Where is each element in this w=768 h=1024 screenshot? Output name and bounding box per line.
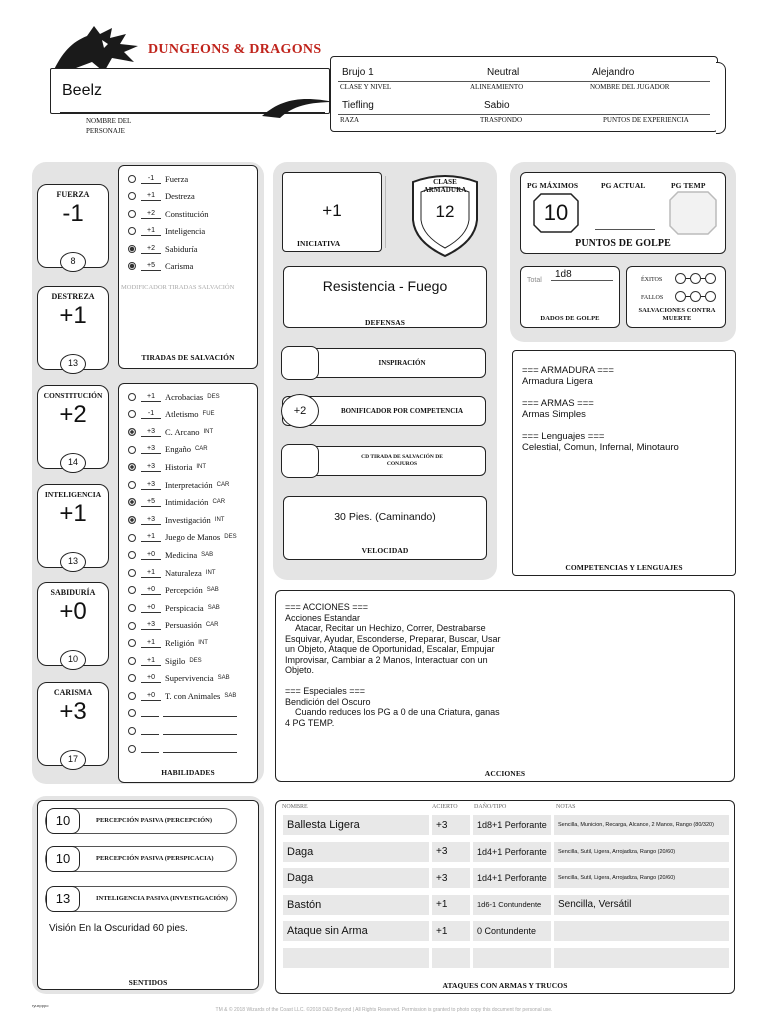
hp-temp-frame[interactable] [669,191,717,235]
saving-throw-row[interactable] [123,223,255,240]
attack-notes-cell[interactable]: Sencilla, Sutil, Ligera, Arrojadiza, Rango (20/60) [554,868,729,888]
skill-row[interactable] [123,441,255,458]
skill-value: +0 [141,585,161,595]
proficiencies-text[interactable]: === ARMADURA === Armadura Ligera === ARMAS === Armas Simples === Lenguajes === Celestial, Comun, Infernal, Minotauro [522,365,679,453]
saving-throw-row[interactable] [123,258,255,275]
skill-row[interactable] [123,582,255,599]
saving-throw-row[interactable] [123,240,255,257]
attack-damage-cell[interactable]: 1d6-1 Contundente [473,895,551,915]
skill-stat: CAR [205,622,219,629]
proficiency-checkbox[interactable] [128,586,136,594]
skills-title: HABILIDADES [161,768,215,777]
ability-score[interactable]: 10 [60,650,86,670]
ability-score[interactable]: 13 [60,552,86,572]
proficiency-checkbox[interactable] [128,551,136,559]
header-rule-1 [338,81,710,82]
saving-throw-value: +2 [141,209,161,219]
armor-class-label: CLASE ARMADURA [423,178,467,194]
speed-label: VELOCIDAD [361,546,409,555]
skill-row[interactable] [123,388,255,405]
ability-charisma [37,682,109,772]
skill-row[interactable] [123,423,255,440]
ability-intelligence [37,484,109,574]
passive-perception [45,808,237,834]
armor-class-value[interactable]: 12 [435,202,455,221]
race[interactable]: Tiefling [342,100,374,111]
hit-dice-box [520,266,620,328]
skill-stat: DES [224,534,237,541]
ability-modifier[interactable]: +1 [59,302,87,329]
death-failures-checkboxes[interactable] [675,291,716,302]
skill-blank-row[interactable] [123,704,255,721]
attacks-box [275,800,735,994]
hp-title: PUNTOS DE GOLPE [575,238,671,249]
ability-constitution [37,385,109,475]
background[interactable]: Sabio [484,100,510,111]
skill-name: Percepción [165,585,203,596]
senses-title: SENTIDOS [128,978,168,987]
proficiency-checkbox[interactable] [128,639,136,647]
passive-insight [45,846,237,872]
skill-stat: INT [196,463,207,470]
actions-title: ACCIONES [484,769,526,778]
footer-legal: TM & © 2018 Wizards of the Coast LLC. ©2018 D&D Beyond | All Rights Reserved. Permission is granted to photo copy this document for personal use. [215,1007,553,1013]
ability-name: CARISMA [53,688,93,697]
skill-stat: SAB [201,551,214,558]
saving-throws-title: TIRADAS DE SALVACIÓN [141,353,235,362]
skill-value: +3 [141,444,161,454]
attack-name-cell[interactable] [283,948,429,968]
skill-value: -1 [141,409,161,419]
attack-name-cell[interactable]: Daga [283,868,429,888]
skill-value: +1 [141,638,161,648]
skill-value: +1 [141,392,161,402]
attacks-header-hit: ACIERTO [432,804,458,810]
skill-value: +5 [141,497,161,507]
speed-box [283,496,487,560]
hp-max-value[interactable]: 10 [543,200,569,225]
skill-value: +1 [141,656,161,666]
hit-dice-total[interactable]: 1d8 [551,269,613,281]
skill-blank-row[interactable] [123,740,255,757]
skill-value: +0 [141,691,161,701]
proficiency-checkbox[interactable] [128,569,136,577]
speed-value[interactable]: 30 Pies. (Caminando) [334,511,436,523]
death-saves-box [626,266,726,328]
skill-row[interactable] [123,476,255,493]
skill-value: +1 [141,532,161,542]
skill-stat: CAR [212,499,226,506]
ability-modifier[interactable]: +2 [59,401,87,428]
attack-damage-cell[interactable]: 0 Contundente [473,921,551,941]
defenses-label: DEFENSAS [365,318,405,327]
actions-text[interactable]: === ACCIONES === Acciones Estandar Atacar, Recitar un Hechizo, Correr, Destrabarse Esquivar, Ayudar, Esconderse, Preparar, Buscar, Usar un Objeto, Ataque de Oportunidad, Escalar, Empujar Improvisar, Cambiar a 2 Manos, Interactuar con un Objeto. === Especiales === Bendición del Oscuro Cuando reduces los PG a 0 de una Criatura, ganas 4 PG TEMP. [285,602,501,728]
ability-name: DESTREZA [51,292,95,301]
skill-name: Supervivencia [165,673,214,684]
skills-list [123,388,255,701]
proficiency-checkbox[interactable] [128,175,136,183]
skill-stat: SAB [207,604,220,611]
attack-hit-cell[interactable]: +1 [432,895,470,915]
proficiency-checkbox[interactable] [128,498,136,506]
death-successes-checkboxes[interactable] [675,273,716,284]
inspiration-field[interactable] [282,348,486,378]
attack-notes-cell[interactable]: Sencilla, Municion, Recarga, Alcance, 2 Manos, Rango (80/320) [554,815,729,835]
passive-investigation [45,886,237,912]
ability-name: CONSTITUCIÓN [43,391,103,400]
proficiency-checkbox[interactable] [128,245,136,253]
actions-box [275,590,735,782]
saving-throw-value: +1 [141,191,161,201]
attacks-header-notes: NOTAS [556,804,576,810]
ability-modifier[interactable]: +3 [59,698,87,725]
hp-temp-label: PG TEMP [671,181,706,190]
proficiency-checkbox[interactable] [128,463,136,471]
skill-value: +3 [141,480,161,490]
saving-throw-row[interactable] [123,170,255,187]
skill-row[interactable] [123,458,255,475]
skill-value: +3 [141,427,161,437]
proficiencies-box [512,350,736,576]
logo-text: DUNGEONS & DRAGONS [148,42,322,57]
passive-value[interactable]: 10 [46,846,80,872]
skill-name: Sigilo [165,655,186,666]
attack-name-cell[interactable]: Bastón [283,895,429,915]
skill-stat: DES [189,657,202,664]
attack-name-cell[interactable]: Ataque sin Arma [283,921,429,941]
saving-throw-name: Carisma [165,261,194,271]
class-level[interactable]: Brujo 1 [342,67,374,78]
death-failures-label: FALLOS [641,295,664,301]
attack-damage-cell[interactable] [473,948,551,968]
alignment-label: ALINEAMIENTO [470,83,524,91]
proficiency-checkbox[interactable] [128,446,136,454]
hp-current-field[interactable] [595,229,655,230]
attack-name-cell[interactable]: Ballesta Ligera [283,815,429,835]
skill-row[interactable] [123,511,255,528]
skill-value: +0 [141,550,161,560]
attack-notes-cell[interactable]: Sencilla, Sutil, Ligera, Arrojadiza, Rango (20/60) [554,842,729,862]
skill-value: +3 [141,620,161,630]
attack-hit-cell[interactable] [432,948,470,968]
skill-stat: SAB [206,587,219,594]
attack-hit-cell[interactable]: +1 [432,921,470,941]
skill-blank-row[interactable] [123,722,255,739]
attack-hit-cell[interactable]: +3 [432,815,470,835]
initiative-box [282,172,382,252]
alignment[interactable]: Neutral [487,67,520,78]
initiative-divider [385,176,386,248]
attack-notes-cell[interactable] [554,921,729,941]
inspiration-checkbox[interactable] [281,346,319,380]
defenses-box [283,266,487,328]
saving-throw-name: Fuerza [165,173,189,184]
skill-name: Persuasión [165,620,202,631]
attack-damage-cell[interactable]: 1d4+1 Perforante [473,868,551,888]
ability-name: SABIDURÍA [50,588,96,597]
skill-name: Atletismo [165,409,199,420]
skill-name: Juego de Manos [165,532,221,543]
attack-damage-cell[interactable]: 1d4+1 Perforante [473,842,551,862]
passive-label: INTELIGENCIA PASIVA (INVESTIGACIÓN) [96,895,228,902]
attack-hit-cell[interactable]: +3 [432,868,470,888]
proficiency-checkbox[interactable] [128,481,136,489]
skill-name: Interpretación [165,479,213,490]
skill-name: C. Arcano [165,426,200,437]
skill-stat: INT [214,516,225,523]
dragon-tail-icon [258,92,338,122]
proficiency-checkbox[interactable] [128,410,136,418]
skill-name: Investigación [165,514,211,525]
skill-name: Naturaleza [165,567,202,578]
initiative-value[interactable]: +1 [322,201,342,220]
ability-name: FUERZA [56,190,90,199]
senses-text[interactable]: Visión En la Oscuridad 60 pies. [49,923,188,934]
save-modifier-label: MODIFICADOR TIRADAS SALVACIÓN [121,284,235,291]
passive-value[interactable]: 13 [46,886,80,912]
skill-stat: INT [203,428,214,435]
skill-row[interactable] [123,634,255,651]
hp-box [520,172,726,254]
proficiency-checkbox[interactable] [128,210,136,218]
skill-value: +0 [141,603,161,613]
skill-stat: CAR [216,481,230,488]
proficiency-checkbox[interactable] [128,393,136,401]
saving-throw-value: +2 [141,244,161,254]
attacks-header-name: NOMBRE [282,804,308,810]
ability-name: INTELIGENCIA [44,490,102,499]
passive-label: PERCEPCIÓN PASIVA (PERCEPCIÓN) [96,817,213,824]
ability-modifier[interactable]: -1 [62,200,84,227]
spell-dc-value[interactable] [281,444,319,478]
skill-stat: DES [207,393,220,400]
attacks-title: ATAQUES CON ARMAS Y TRUCOS [442,981,568,990]
proficiency-checkbox[interactable] [128,516,136,524]
skill-stat: INT [198,639,208,646]
ability-score[interactable]: 13 [60,354,86,374]
skill-stat: FUE [202,411,215,418]
skill-row[interactable] [123,599,255,616]
proficiency-value[interactable]: +2 [281,394,319,428]
saving-throw-name: Sabiduría [165,243,198,254]
saving-throw-value: -1 [141,174,161,184]
attacks-header-damage: DAÑO/TIPO [474,804,507,810]
attack-notes-cell[interactable]: Sencilla, Versátil [554,895,729,915]
attack-hit-cell[interactable]: +3 [432,842,470,862]
xp-label: PUNTOS DE EXPERIENCIA [603,116,689,124]
proficiency-checkbox[interactable] [128,227,136,235]
hp-current-label: PG ACTUAL [601,181,646,190]
proficiency-checkbox[interactable] [128,192,136,200]
skill-name: Engaño [165,444,191,455]
skill-stat: SAB [224,692,237,699]
header-scroll-end [716,62,726,134]
proficiency-checkbox[interactable] [128,657,136,665]
skill-name: T. con Animales [165,690,221,701]
skill-name: Intimidación [165,497,209,508]
character-name-label: NOMBRE DEL PERSONAJE [86,117,132,135]
death-saves-label: SALVACIONES CONTRA MUERTE [638,307,716,322]
saving-throw-name: Destreza [165,191,195,201]
hit-dice-total-label: Total [527,277,542,284]
proficiency-checkbox[interactable] [128,622,136,630]
skill-row[interactable] [123,406,255,423]
background-label: TRASPONDO [480,116,523,124]
saving-throw-value: +5 [141,261,161,271]
saving-throws-list [123,170,255,280]
proficiency-label: BONIFICADOR POR COMPETENCIA [340,406,464,415]
saving-throw-row[interactable] [123,188,255,205]
skill-name: Perspicacia [165,602,204,613]
skill-name: Acrobacias [165,391,204,402]
spell-dc-field [282,446,486,476]
proficiency-checkbox[interactable] [128,692,136,700]
proficiency-field [282,396,486,426]
proficiency-checkbox[interactable] [128,534,136,542]
proficiency-checkbox[interactable] [128,604,136,612]
ability-score[interactable]: 14 [60,453,86,473]
saving-throw-value: +1 [141,226,161,236]
passive-value[interactable]: 10 [46,808,80,834]
proficiency-checkbox[interactable] [128,674,136,682]
skill-name: Religión [165,637,195,648]
attack-notes-cell[interactable] [554,948,729,968]
skill-name: Historia [165,461,193,472]
skill-value: +3 [141,462,161,472]
proficiency-checkbox[interactable] [128,262,136,270]
skill-row[interactable] [123,494,255,511]
defenses-value[interactable]: Resistencia - Fuego [322,278,448,294]
attacks-table [283,815,729,975]
attack-damage-cell[interactable]: 1d8+1 Perforante [473,815,551,835]
hp-max-label: PG MÁXIMOS [527,181,579,190]
skill-value: +1 [141,568,161,578]
skill-row[interactable] [123,687,255,704]
ability-score[interactable]: 8 [60,252,86,272]
skills-panel [118,383,258,783]
inspiration-label: INSPIRACIÓN [378,358,426,367]
skill-row[interactable] [123,546,255,563]
skill-row[interactable] [123,652,255,669]
skill-stat: INT [205,569,216,576]
class-level-label: CLASE Y NIVEL [340,83,392,91]
attack-name-cell[interactable]: Daga [283,842,429,862]
skill-stat: SAB [217,675,230,682]
skill-stat: CAR [194,446,208,453]
ability-dexterity [37,286,109,376]
player-name-label: NOMBRE DEL JUGADOR [590,83,670,91]
passive-label: PERCEPCIÓN PASIVA (PERSPICACIA) [96,855,214,862]
initiative-label: INICIATIVA [297,239,341,248]
ability-modifier[interactable]: +1 [59,500,87,527]
ability-strength [37,184,109,274]
skill-name: Medicina [165,549,198,560]
race-label: RAZA [340,116,360,124]
skill-row[interactable] [123,529,255,546]
ability-wisdom [37,582,109,672]
footer-code: ryuxpppo [32,1003,49,1008]
hit-dice-label: DADOS DE GOLPE [540,315,600,322]
ability-score[interactable]: 17 [60,750,86,770]
player-name[interactable]: Alejandro [592,67,635,78]
skill-value: +3 [141,515,161,525]
saving-throws-panel [118,165,258,369]
header-rule-2 [338,114,710,115]
death-successes-label: ÉXITOS [641,277,663,283]
skill-row[interactable] [123,670,255,687]
spell-dc-label: CD TIRADA DE SALVACIÓN DE CONJUROS [361,454,443,467]
skill-row[interactable] [123,617,255,634]
skill-value: +0 [141,673,161,683]
ability-modifier[interactable]: +0 [59,598,87,625]
saving-throw-row[interactable] [123,205,255,222]
character-name[interactable]: Beelz [62,82,103,99]
saving-throw-name: Inteligencia [165,226,206,236]
skill-row[interactable] [123,564,255,581]
proficiencies-title: COMPETENCIAS Y LENGUAJES [565,563,683,572]
proficiency-checkbox[interactable] [128,428,136,436]
saving-throw-name: Constitución [165,208,209,219]
